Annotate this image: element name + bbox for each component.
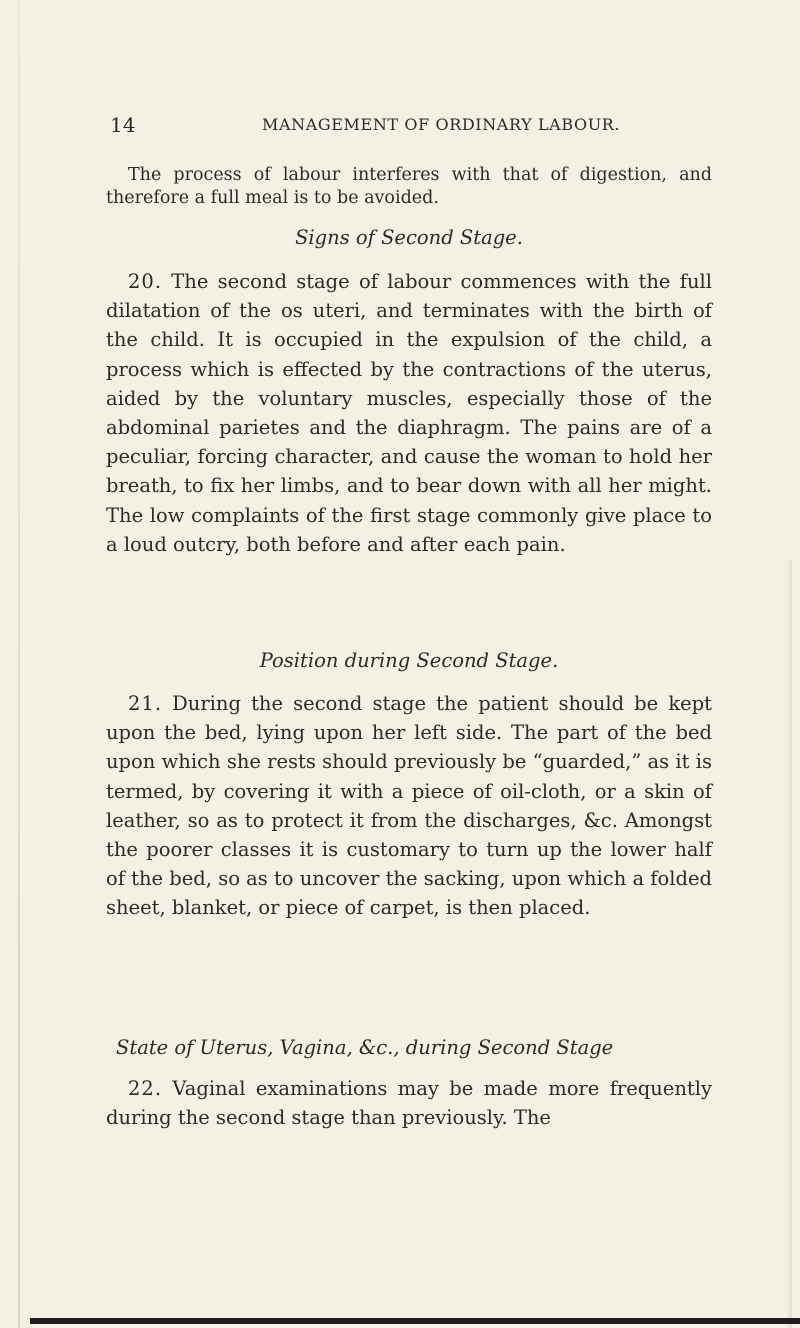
page-header: [110, 113, 710, 143]
paragraph-text: Vaginal examinations may be made more frequently during the second stage than previously. The: [106, 1077, 712, 1130]
page-edge-right: [786, 560, 792, 1328]
section-heading-signs: Signs of Second Stage.: [295, 226, 523, 249]
running-title: MANAGEMENT OF ORDINARY LABOUR.: [262, 115, 621, 134]
paragraph-number: 21.: [128, 692, 163, 715]
intro-paragraph: The process of labour interferes with that of digestion, and therefore a full meal is to be avoided.: [106, 165, 712, 208]
section-heading-position: Position during Second Stage.: [259, 649, 559, 672]
section-heading-state: State of Uterus, Vagina, &c., during Second Stage: [116, 1036, 614, 1059]
bottom-edge-rule: [30, 1318, 800, 1324]
paragraph-number: 20.: [128, 270, 163, 293]
paragraph-22: [106, 1074, 712, 1132]
paragraph-21: [106, 689, 712, 923]
paragraph-text: The second stage of labour commences with the full dilatation of the os uteri, and terminates with the birth of the child. It is occupied in the expulsion of the child, a process which is effected by the contractions of the uterus, aided by the voluntary muscles, especially those of the abdominal parietes and the diaphragm. The pains are of a peculiar, forcing character, and cause the woman to hold her breath, to fix her limbs, and to bear down with all her might. The low complaints of the first stage commonly give place to a loud outcry, both before and after each pain.: [106, 270, 712, 556]
page-number: 14: [110, 113, 136, 137]
paragraph-20: [106, 267, 712, 559]
paragraph-text: During the second stage the patient should be kept upon the bed, lying upon her left side. The part of the bed upon which she rests should previously be “guarded,” as it is termed, by covering it with a piece of oil-cloth, or a skin of leather, so as to protect it from the discharges, &c. Amongst the poorer classes it is customary to turn up the lower half of the bed, so as to uncover the sacking, upon which a folded sheet, blanket, or piece of carpet, is then placed.: [106, 692, 713, 920]
page-edge-left: [18, 0, 20, 1328]
paragraph-number: 22.: [128, 1077, 163, 1100]
